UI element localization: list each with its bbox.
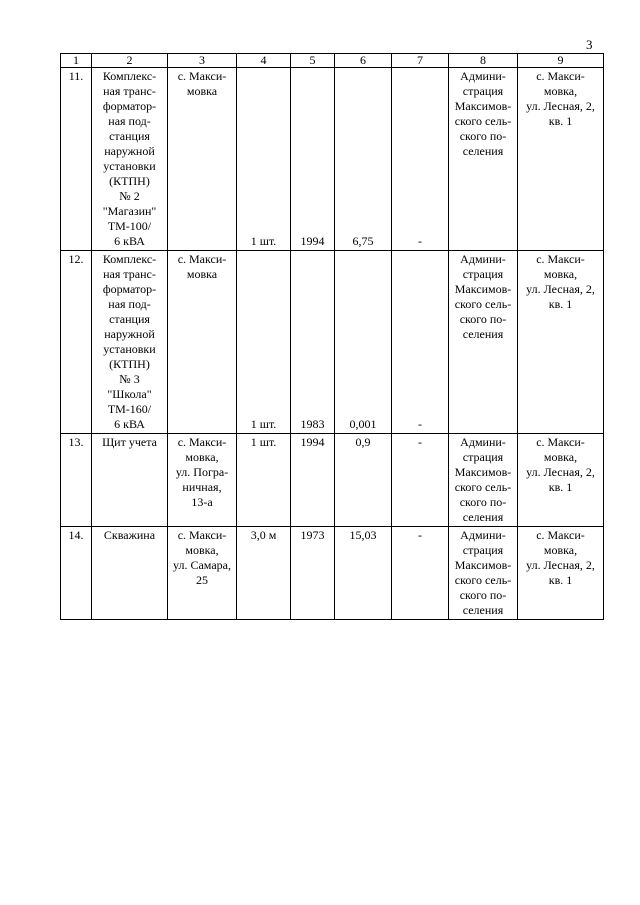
right-holder: Админи- страция Максимов- ского сель- ского по- селения xyxy=(449,527,518,620)
holder-address: с. Макси- мовка, ул. Лесная, 2, кв. 1 xyxy=(518,527,604,620)
column-7-value: - xyxy=(392,68,449,251)
column-number-row xyxy=(61,54,604,68)
row-number: 11. xyxy=(61,68,92,251)
row-number: 14. xyxy=(61,527,92,620)
column-header: 8 xyxy=(449,54,518,68)
column-7-value: - xyxy=(392,527,449,620)
holder-address: с. Макси- мовка, ул. Лесная, 2, кв. 1 xyxy=(518,68,604,251)
object-location: с. Макси- мовка xyxy=(168,68,237,251)
column-header: 7 xyxy=(392,54,449,68)
column-header: 4 xyxy=(237,54,291,68)
column-header: 5 xyxy=(291,54,335,68)
object-value: 0,9 xyxy=(335,434,392,527)
table-row xyxy=(61,251,604,434)
object-quantity: 1 шт. xyxy=(237,251,291,434)
object-value: 6,75 xyxy=(335,68,392,251)
object-year: 1994 xyxy=(291,68,335,251)
object-quantity: 1 шт. xyxy=(237,68,291,251)
object-year: 1973 xyxy=(291,527,335,620)
holder-address: с. Макси- мовка, ул. Лесная, 2, кв. 1 xyxy=(518,251,604,434)
column-header: 1 xyxy=(61,54,92,68)
right-holder: Админи- страция Максимов- ского сель- ского по- селения xyxy=(449,68,518,251)
page-number: 3 xyxy=(586,37,593,52)
row-number: 12. xyxy=(61,251,92,434)
object-name: Щит учета xyxy=(92,434,168,527)
right-holder: Админи- страция Максимов- ского сель- ского по- селения xyxy=(449,251,518,434)
table-row xyxy=(61,527,604,620)
right-holder: Админи- страция Максимов- ского сель- ского по- селения xyxy=(449,434,518,527)
property-register-table xyxy=(60,53,604,620)
object-location: с. Макси- мовка xyxy=(168,251,237,434)
table-row xyxy=(61,434,604,527)
object-value: 0,001 xyxy=(335,251,392,434)
column-header: 9 xyxy=(518,54,604,68)
object-name: Комплекс- ная транс- форматор- ная под- станция наружной установки (КТПН) № 3 "Школа" ТМ-160/ 6 кВА xyxy=(92,251,168,434)
object-quantity: 3,0 м xyxy=(237,527,291,620)
object-location: с. Макси- мовка, ул. Погра- ничная, 13-а xyxy=(168,434,237,527)
column-header: 6 xyxy=(335,54,392,68)
object-quantity: 1 шт. xyxy=(237,434,291,527)
column-header: 3 xyxy=(168,54,237,68)
object-year: 1983 xyxy=(291,251,335,434)
object-year: 1994 xyxy=(291,434,335,527)
object-value: 15,03 xyxy=(335,527,392,620)
column-7-value: - xyxy=(392,251,449,434)
object-name: Скважина xyxy=(92,527,168,620)
holder-address: с. Макси- мовка, ул. Лесная, 2, кв. 1 xyxy=(518,434,604,527)
object-name: Комплекс- ная транс- форматор- ная под- станция наружной установки (КТПН) № 2 "Магазин" ТМ-100/ 6 кВА xyxy=(92,68,168,251)
column-7-value: - xyxy=(392,434,449,527)
column-header: 2 xyxy=(92,54,168,68)
table-row xyxy=(61,68,604,251)
row-number: 13. xyxy=(61,434,92,527)
object-location: с. Макси- мовка, ул. Самара, 25 xyxy=(168,527,237,620)
